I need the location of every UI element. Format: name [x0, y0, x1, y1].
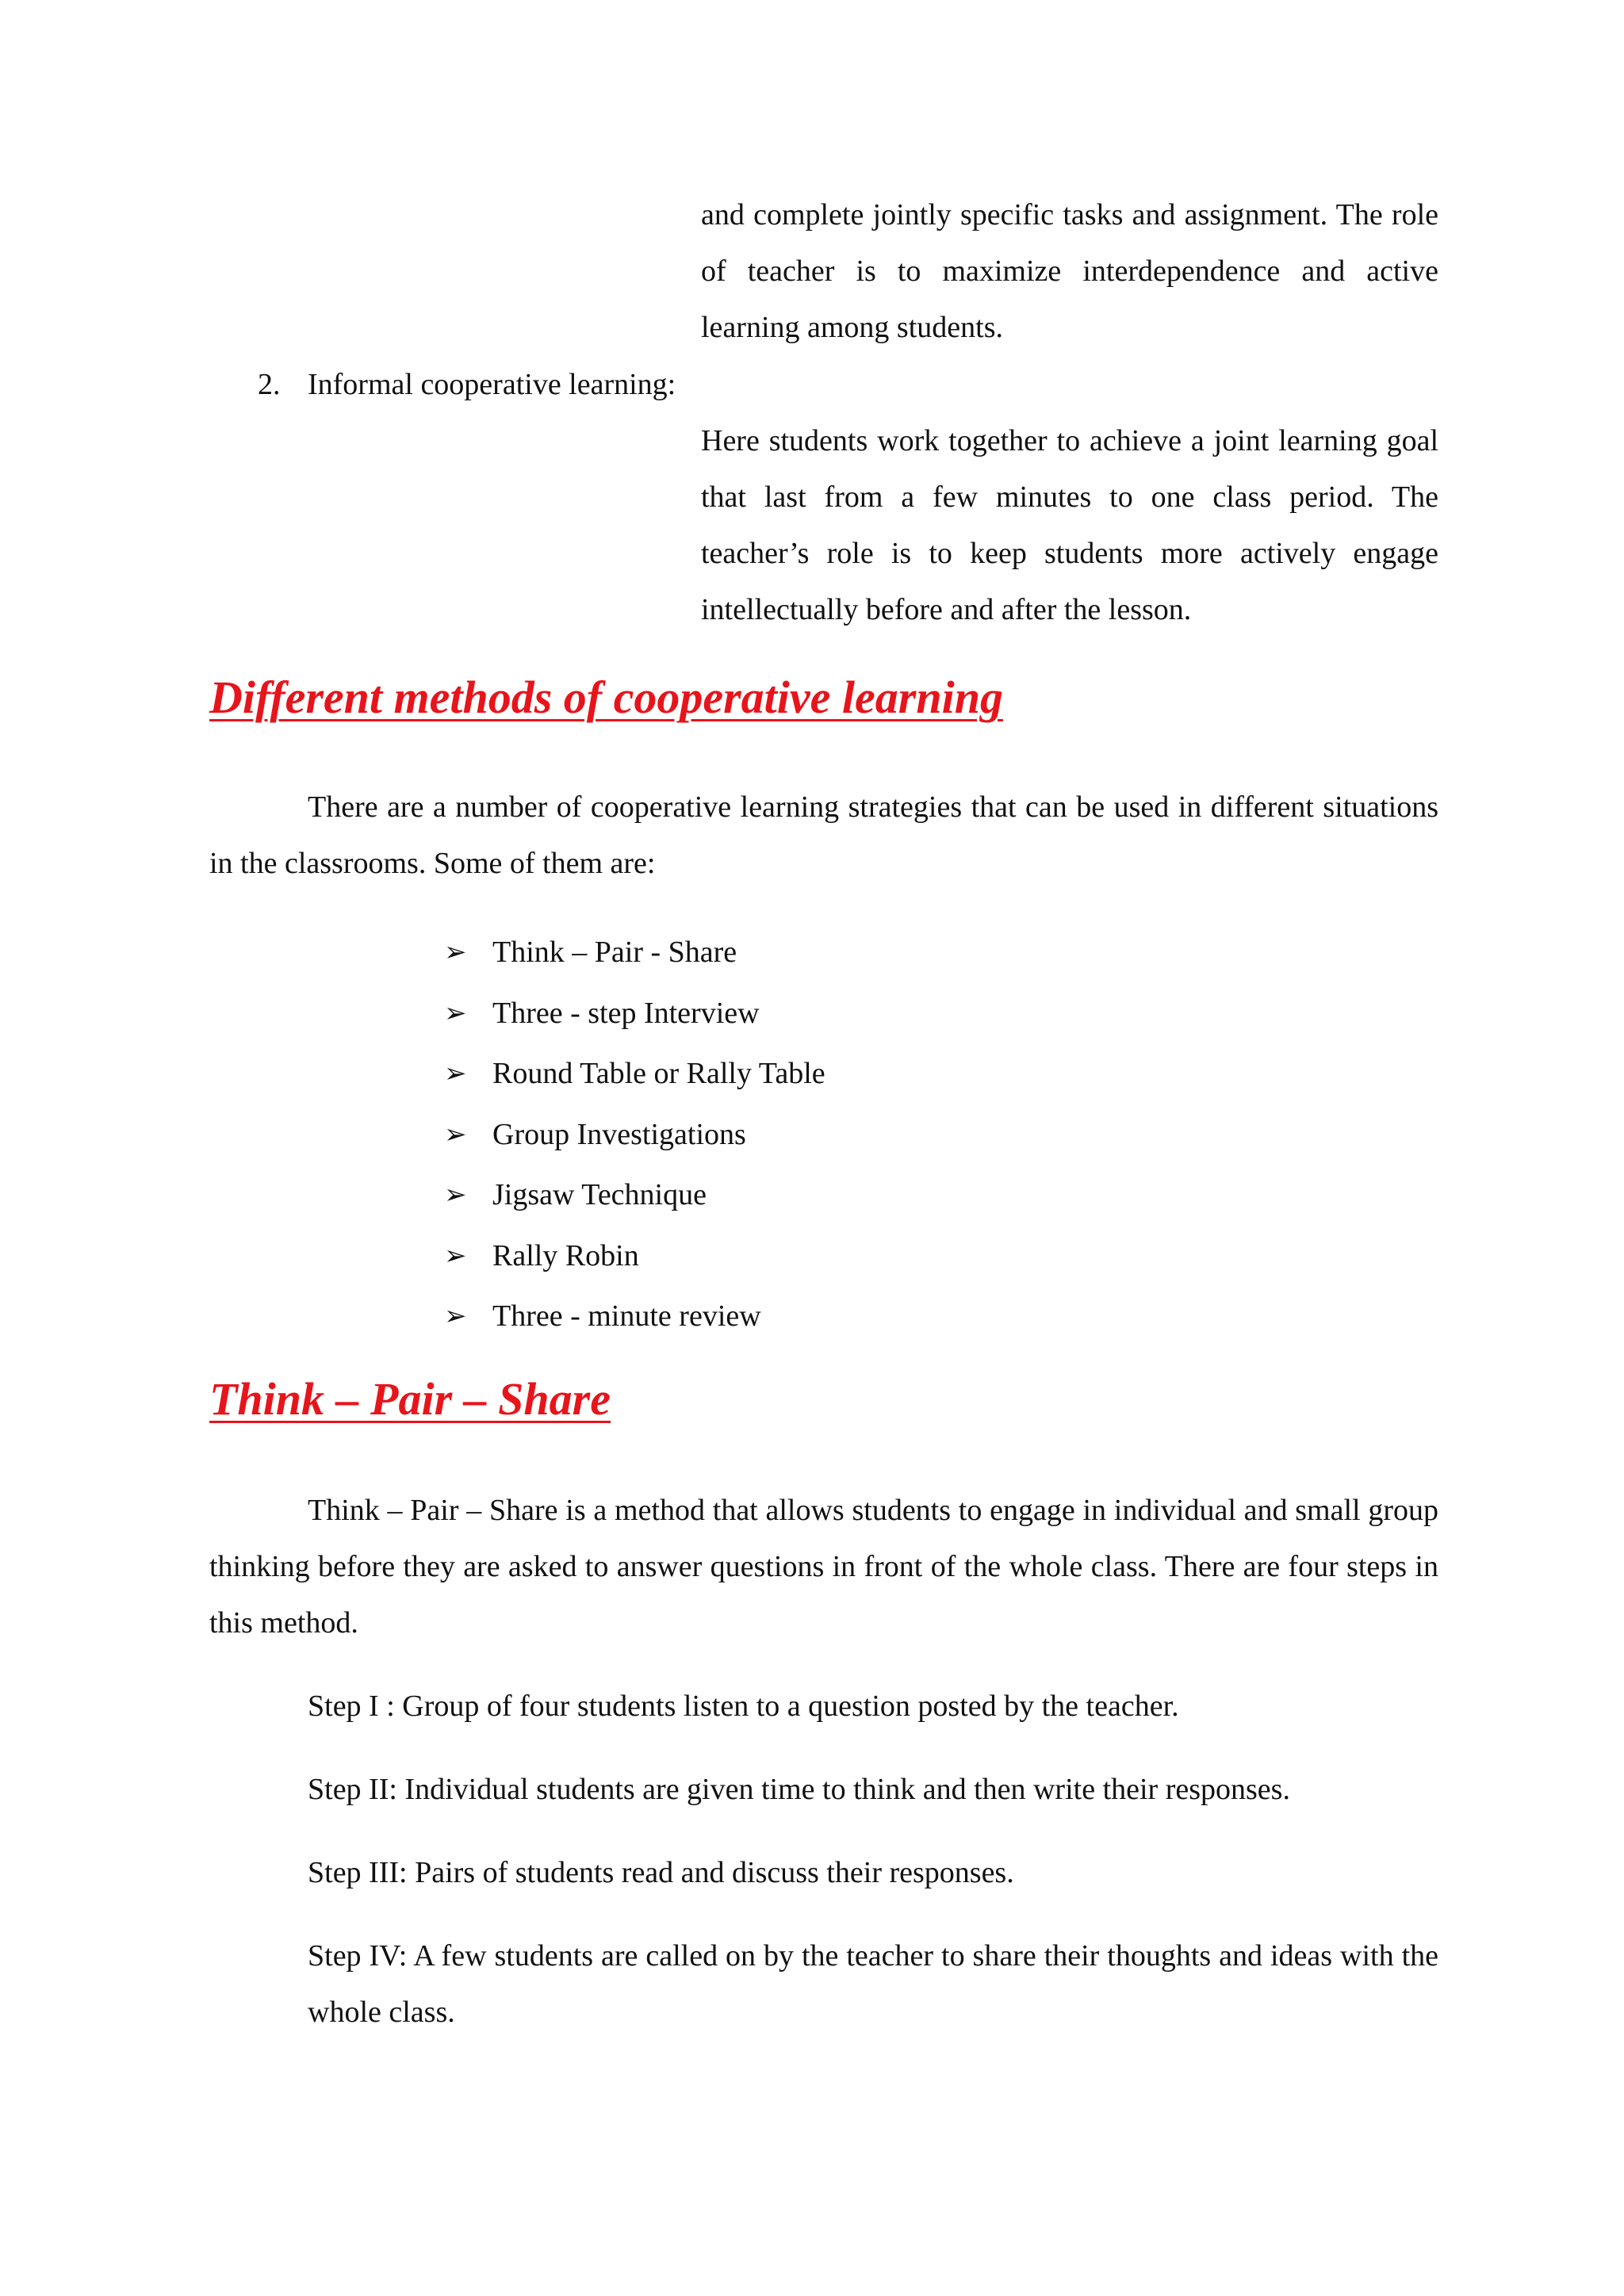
list-item	[444, 922, 825, 983]
list-item	[444, 1043, 825, 1104]
method-label: Rally Robin	[492, 1238, 639, 1272]
arrow-bullet-icon: ➢	[444, 997, 467, 1029]
list-item	[444, 1165, 825, 1226]
list-number: 2.	[258, 368, 281, 401]
arrow-bullet-icon: ➢	[444, 936, 467, 969]
list-item	[444, 983, 825, 1044]
step-paragraph: Step IV: A few students are called on by the teacher to share their thoughts and ideas with the whole class.	[308, 1939, 1438, 2029]
arrow-bullet-icon: ➢	[444, 1058, 467, 1090]
method-label: Three - step Interview	[492, 996, 760, 1030]
think-pair-share-paragraph: Think – Pair – Share is a method that allows students to engage in individual and small group thinking before they are asked to answer questions in front of the whole class. There are four steps in this method.	[209, 1494, 1438, 1640]
methods-intro-paragraph: There are a number of cooperative learning strategies that can be used in different situations in the classrooms. Some of them are:	[209, 790, 1438, 880]
arrow-bullet-icon: ➢	[444, 1118, 467, 1150]
method-label: Jigsaw Technique	[492, 1178, 707, 1212]
numbered-list-item	[258, 357, 676, 413]
step-paragraph: Step I : Group of four students listen to a question posted by the teacher.	[308, 1689, 1179, 1723]
section-heading-methods: Different methods of cooperative learning	[209, 672, 1003, 723]
method-label: Think – Pair - Share	[492, 936, 737, 970]
step-paragraph: Step III: Pairs of students read and discuss their responses.	[308, 1856, 1014, 1889]
method-label: Round Table or Rally Table	[492, 1057, 825, 1091]
method-label: Group Investigations	[492, 1117, 746, 1151]
informal-learning-description: Here students work together to achieve a joint learning goal that last from a few minutes to one class period. The teacher’s role is to keep students more actively engage intellectually before and after the lesson.	[701, 424, 1438, 626]
method-label: Three - minute review	[492, 1299, 761, 1334]
list-item	[444, 1286, 825, 1347]
list-item-label: Informal cooperative learning:	[308, 368, 676, 401]
arrow-bullet-icon: ➢	[444, 1300, 467, 1333]
arrow-bullet-icon: ➢	[444, 1179, 467, 1211]
arrow-bullet-icon: ➢	[444, 1239, 467, 1272]
section-heading-think-pair-share: Think – Pair – Share	[209, 1373, 611, 1425]
continuation-paragraph: and complete jointly specific tasks and assignment. The role of teacher is to maximize interdependence and active learning among students.	[701, 198, 1438, 344]
step-paragraph: Step II: Individual students are given time to think and then write their responses.	[308, 1773, 1290, 1806]
list-item	[444, 1226, 825, 1287]
list-item	[444, 1104, 825, 1165]
methods-list	[444, 922, 825, 1347]
